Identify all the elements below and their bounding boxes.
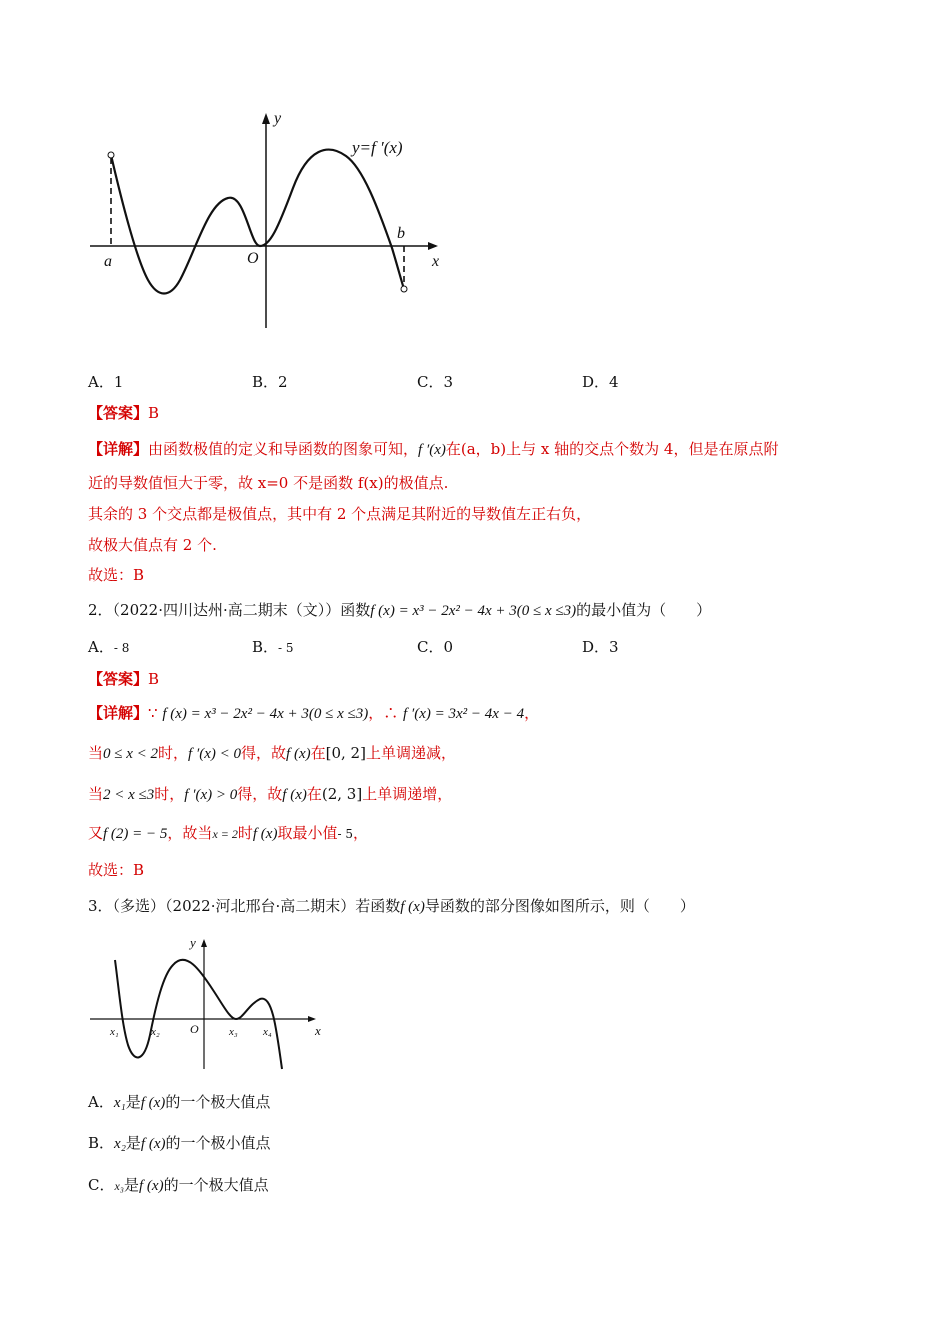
x1-label: x₁ xyxy=(110,1026,119,1038)
x-axis-label: x xyxy=(315,1023,321,1038)
q2-stem: 2．（2022·四川达州·高二期末（文））函数f (x) = x³ − 2x² − 4x + 3(0 ≤ x ≤3)的最小值为（ ） xyxy=(88,601,712,619)
q1-detail-line3: 其余的 3 个交点都是极值点，其中有 2 个点满足其附近的导数值左正右负， xyxy=(88,505,592,523)
open-endpoint-a xyxy=(108,152,114,158)
y-axis-arrow-icon xyxy=(201,939,207,947)
q1-choice-d[interactable]: D．4 xyxy=(582,373,619,391)
q3-option-b[interactable]: B．x₂是f (x)的一个极小值点 xyxy=(88,1134,271,1152)
q2-detail-line4: 又f (2) = − 5，故当x = 2时f (x)取最小值- 5， xyxy=(88,824,369,842)
q2-choice-d[interactable]: D．3 xyxy=(582,638,619,656)
y-axis-label: y xyxy=(274,110,282,127)
q2-choices xyxy=(88,636,788,658)
q2-detail-line2: 当0 ≤ x < 2时，f ′(x) < 0得，故f (x)在[0, 2]上单调递减， xyxy=(88,744,456,762)
x-axis-label: x xyxy=(432,253,440,270)
q2-conclusion: 故选：B xyxy=(88,861,145,879)
q2-detail-line3: 当2 < x ≤3时，f ′(x) > 0得，故f (x)在(2, 3]上单调递增， xyxy=(88,785,453,803)
y-axis-label: y xyxy=(190,935,196,950)
open-endpoint-b xyxy=(401,286,407,292)
q1-choice-a[interactable]: A．1 xyxy=(88,373,124,391)
q1-choice-b[interactable]: B．2 xyxy=(252,373,288,391)
q2-choice-c[interactable]: C．0 xyxy=(417,638,454,656)
origin-label: O xyxy=(190,1022,199,1036)
q3-option-a[interactable]: A．x₁是f (x)的一个极大值点 xyxy=(88,1093,271,1111)
q2-detail-line1: 【详解】∵ f (x) = x³ − 2x² − 4x + 3(0 ≤ x ≤3)，∴ f ′(x) = 3x² − 4x − 4， xyxy=(88,704,540,722)
derivative-graph-figure-3 xyxy=(88,935,333,1070)
q1-detail-line4: 故极大值点有 2 个. xyxy=(88,536,217,554)
y-axis-arrow-icon xyxy=(262,113,270,124)
x4-label: x₄ xyxy=(263,1026,272,1038)
q2-choice-a[interactable]: A．- 8 xyxy=(88,638,130,656)
curve-label: y=f ′(x) xyxy=(352,138,403,157)
q1-conclusion: 故选：B xyxy=(88,566,145,584)
q1-choices xyxy=(88,371,788,393)
q1-choice-c[interactable]: C．3 xyxy=(417,373,454,391)
x3-label: x₃ xyxy=(229,1026,238,1038)
q2-answer: 【答案】B xyxy=(88,670,160,688)
x-axis-arrow-icon xyxy=(308,1016,316,1022)
q1-detail-line2: 近的导数值恒大于零，故 x=0 不是函数 f(x)的极值点. xyxy=(88,474,449,492)
q1-answer: 【答案】B xyxy=(88,404,160,422)
origin-label: O xyxy=(247,250,259,267)
derivative-curve xyxy=(115,960,282,1069)
x-axis-arrow-icon xyxy=(428,242,438,250)
x2-label: x₂ xyxy=(151,1026,160,1038)
point-a-label: a xyxy=(104,253,112,270)
q3-stem: 3．（多选）（2022·河北邢台·高二期末）若函数f (x)导函数的部分图像如图所示，则（ ） xyxy=(88,897,695,915)
q2-choice-b[interactable]: B．- 5 xyxy=(252,638,294,656)
derivative-curve xyxy=(111,150,404,294)
q1-detail-line1: 【详解】由函数极值的定义和导函数的图象可知，f ′(x)在(a，b)上与 x 轴的交点个数为 4，但是在原点附 xyxy=(88,440,779,458)
q3-option-c[interactable]: C．x₃是f (x)的一个极大值点 xyxy=(88,1176,269,1194)
derivative-graph-figure-1 xyxy=(88,108,458,338)
point-b-label: b xyxy=(397,225,405,242)
